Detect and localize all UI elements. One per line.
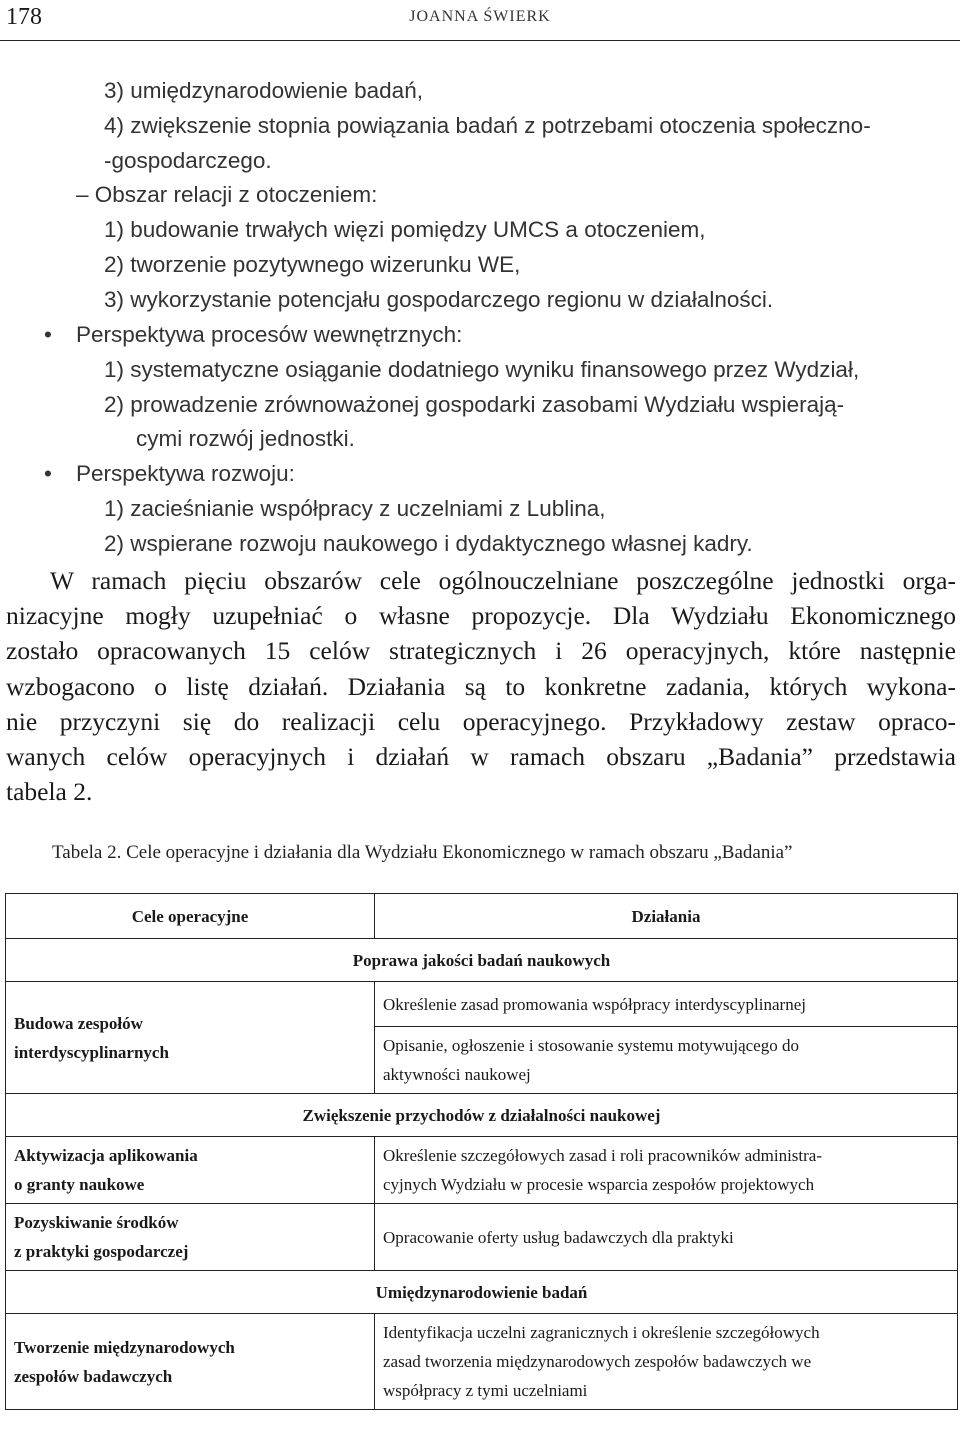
- action-line: współpracy z tymi uczelniami: [383, 1381, 588, 1400]
- action-cell: [375, 1204, 958, 1271]
- running-head-author: JOANNA ŚWIERK: [409, 8, 551, 25]
- bullet-icon: •: [44, 322, 52, 347]
- action-line: Identyfikacja uczelni zagranicznych i określenie szczegółowych: [383, 1323, 820, 1342]
- paragraph-line: nizacyjne mogły uzupełniać o własne propozycje. Dla Wydziału Ekonomicznego: [6, 601, 956, 631]
- operational-goal: [6, 1204, 375, 1271]
- operational-goal: [6, 982, 375, 1094]
- body-paragraph: [6, 563, 956, 809]
- list-item: 1) budowanie trwałych więzi pomiędzy UMCS a otoczeniem,: [104, 217, 706, 242]
- column-header-actions: Działania: [375, 894, 958, 939]
- list-item: 3) umiędzynarodowienie badań,: [104, 78, 423, 103]
- list-heading: Perspektywa procesów wewnętrznych:: [76, 322, 463, 347]
- list-item: 2) prowadzenie zrównoważonej gospodarki zasobami Wydziału wspierają-: [104, 392, 845, 417]
- page-number: 178: [6, 4, 42, 30]
- paragraph-line: W ramach pięciu obszarów cele ogólnouczelniane poszczególne jednostki orga-: [50, 566, 956, 595]
- action-line: Opisanie, ogłoszenie i stosowanie systemu motywującego do: [383, 1036, 799, 1055]
- operational-goal: [6, 1314, 375, 1410]
- action-line: cyjnych Wydziału w procesie wsparcia zespołów projektowych: [383, 1175, 815, 1194]
- list-item: 1) zacieśnianie współpracy z uczelniami z Lublina,: [104, 496, 606, 521]
- action-line: Określenie szczegółowych zasad i roli pracowników administra-: [383, 1146, 823, 1165]
- goal-line: Budowa zespołów: [14, 1013, 143, 1033]
- list-item: – Obszar relacji z otoczeniem:: [76, 182, 378, 207]
- goal-line: Tworzenie międzynarodowych: [14, 1337, 235, 1357]
- goal-line: zespołów badawczych: [14, 1366, 173, 1386]
- list-item: cymi rozwój jednostki.: [136, 426, 355, 451]
- operational-goal: [6, 1137, 375, 1204]
- goals-actions-table: [5, 893, 958, 1410]
- action-cell: [375, 1137, 958, 1204]
- list-item: -gospodarczego.: [104, 148, 272, 173]
- goal-line: z praktyki gospodarczej: [14, 1242, 189, 1261]
- goal-line: Aktywizacja aplikowania: [14, 1146, 198, 1165]
- action-line: Opracowanie oferty usług badawczych dla praktyki: [383, 1227, 734, 1247]
- paragraph-line: wanych celów operacyjnych i działań w ramach obszaru „Badania” przedstawia: [6, 742, 956, 772]
- column-header-goals: Cele operacyjne: [6, 894, 375, 939]
- paragraph-line: wzbogacono o listę działań. Działania są to konkretne zadania, których wykona-: [6, 671, 956, 701]
- action-cell: [375, 982, 958, 1027]
- section-header: Poprawa jakości badań naukowych: [6, 939, 958, 982]
- list-item: 4) zwiększenie stopnia powiązania badań z potrzebami otoczenia społeczno-: [104, 113, 871, 138]
- paragraph-line: nie przyczyni się do realizacji celu operacyjnego. Przykładowy zestaw opraco-: [6, 706, 956, 736]
- section-header: Zwiększenie przychodów z działalności naukowej: [6, 1094, 958, 1137]
- page-header: [0, 0, 960, 41]
- goal-line: interdyscyplinarnych: [14, 1042, 169, 1062]
- list-heading: Perspektywa rozwoju:: [76, 461, 295, 486]
- bullet-icon: •: [44, 461, 52, 486]
- action-line: Określenie zasad promowania współpracy interdyscyplinarnej: [383, 994, 806, 1014]
- list-item: 1) systematyczne osiąganie dodatniego wyniku finansowego przez Wydział,: [104, 357, 860, 382]
- action-cell: [375, 1027, 958, 1094]
- section-header: Umiędzynarodowienie badań: [6, 1271, 958, 1314]
- goal-line: o granty naukowe: [14, 1175, 145, 1194]
- table-caption: Tabela 2. Cele operacyjne i działania dla Wydziału Ekonomicznego w ramach obszaru „Badania”: [52, 842, 793, 863]
- list-item: 3) wykorzystanie potencjału gospodarczego regionu w działalności.: [104, 287, 774, 312]
- action-line: aktywności naukowej: [383, 1065, 531, 1084]
- action-line: zasad tworzenia międzynarodowych zespołów badawczych we: [383, 1352, 812, 1371]
- list-item: 2) tworzenie pozytywnego wizerunku WE,: [104, 252, 521, 277]
- paragraph-line: zostało opracowanych 15 celów strategicznych i 26 operacyjnych, które następnie: [6, 636, 956, 666]
- paragraph-line: tabela 2.: [6, 777, 93, 807]
- goal-line: Pozyskiwanie środków: [14, 1213, 179, 1232]
- action-cell: [375, 1314, 958, 1410]
- list-item: 2) wspierane rozwoju naukowego i dydaktycznego własnej kadry.: [104, 531, 753, 556]
